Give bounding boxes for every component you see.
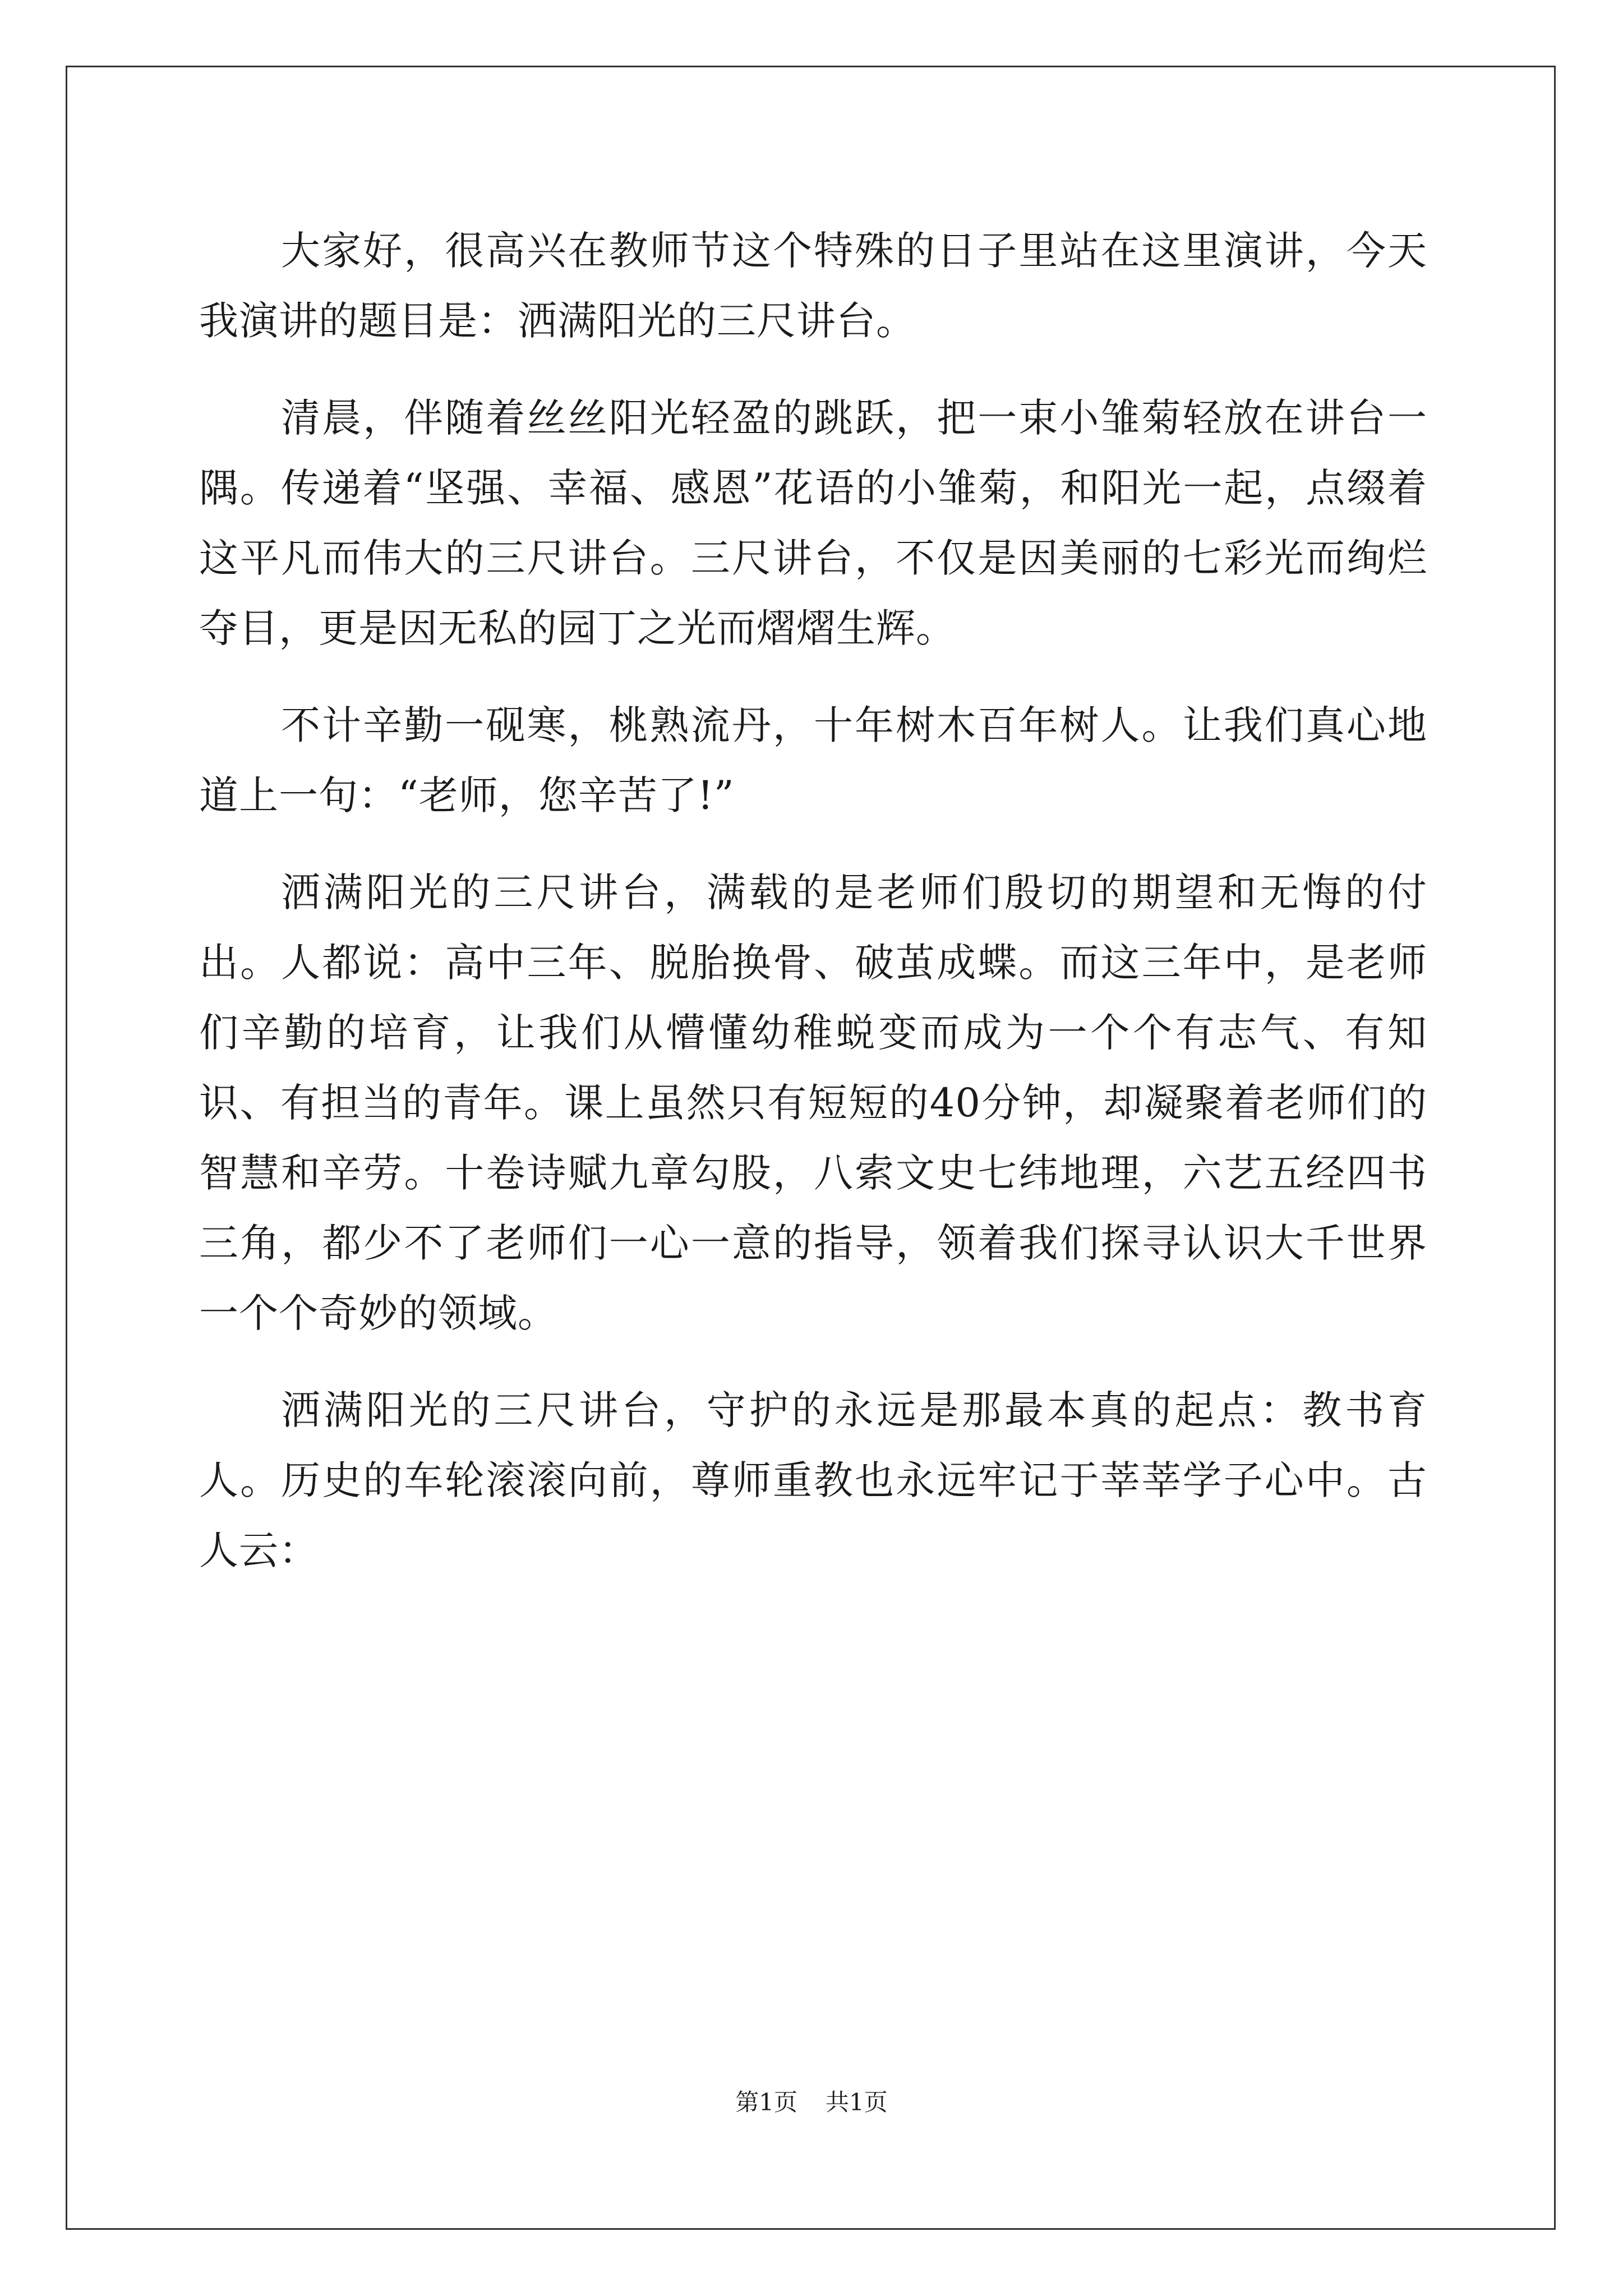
paragraph: 清晨，伴随着丝丝阳光轻盈的跳跃，把一束小雏菊轻放在讲台一隅。传递着“坚强、幸福、感恩”花语的小雏菊，和阳光一起，点缀着这平凡而伟大的三尺讲台。三尺讲台，不仅是因美丽的七彩光而绚烂夺目，更是因无私的园丁之光而熠熠生辉。: [199, 395, 1427, 651]
paragraph: 不计辛勤一砚寒，桃熟流丹，十年树木百年树人。让我们真心地道上一句：“老师，您辛苦了!”: [199, 702, 1427, 818]
paragraph: 大家好，很高兴在教师节这个特殊的日子里站在这里演讲，今天我演讲的题目是：洒满阳光的三尺讲台。: [199, 228, 1427, 344]
paragraph: 洒满阳光的三尺讲台，守护的永远是那最本真的起点：教书育人。历史的车轮滚滚向前，尊师重教也永远牢记于莘莘学子心中。古人云：: [199, 1387, 1427, 1573]
paragraph: 洒满阳光的三尺讲台，满载的是老师们殷切的期望和无悔的付出。人都说：高中三年、脱胎换骨、破茧成蝶。而这三年中，是老师们辛勤的培育，让我们从懵懂幼稚蜕变而成为一个个有志气、有知识、有担当的青年。课上虽然只有短短的40分钟，却凝聚着老师们的智慧和辛劳。十卷诗赋九章勾股，八索文史七纬地理，六艺五经四书三角，都少不了老师们一心一意的指导，领着我们探寻认识大千世界一个个奇妙的领域。: [199, 869, 1427, 1336]
page-total: 共1页: [826, 2088, 888, 2116]
page-number: 第1页: [735, 2088, 797, 2116]
document-body: [199, 216, 1427, 1586]
page-footer: [0, 2086, 1623, 2119]
